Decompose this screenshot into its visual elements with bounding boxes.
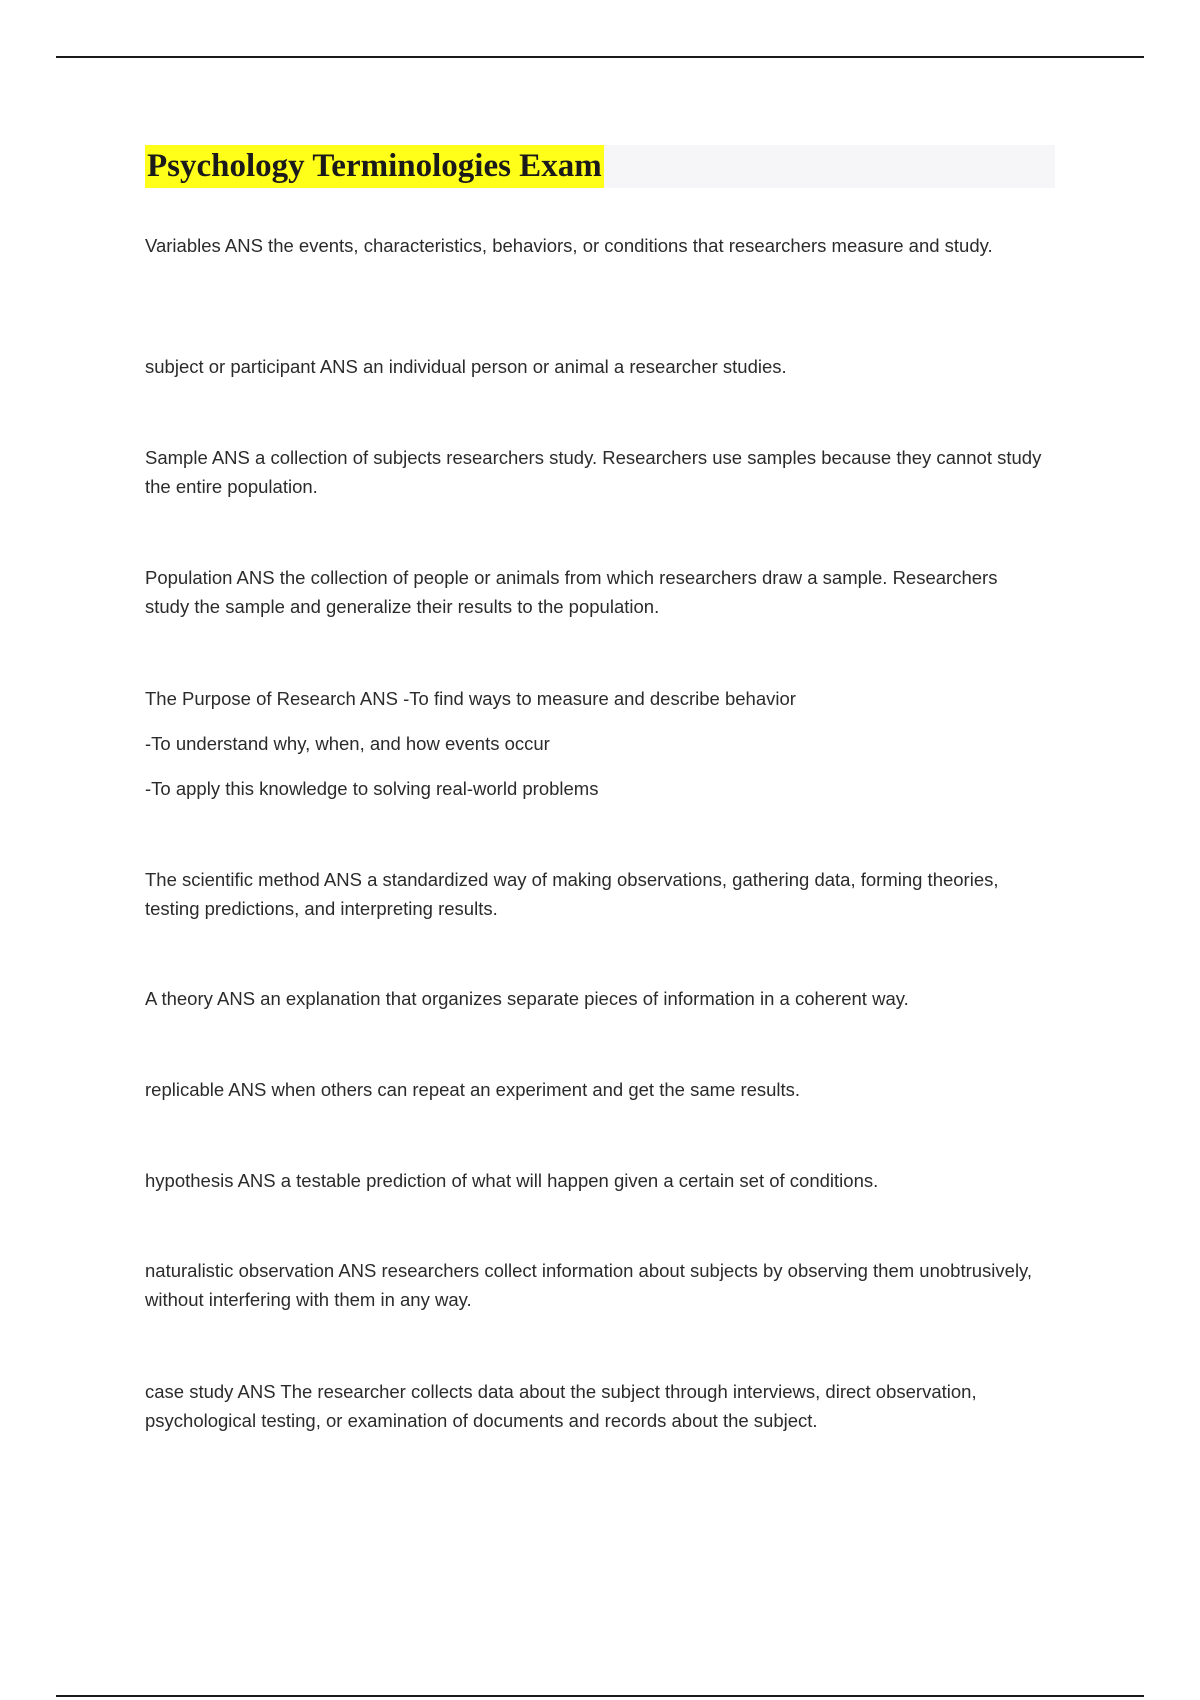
entry-text: naturalistic observation ANS researchers collect information about subjects by observing them unobtrusively, without interfering with them in any way. xyxy=(145,1260,1033,1310)
entry-text: Population ANS the collection of people or animals from which researchers draw a sample. Researchers study the sample and generalize their results to the population. xyxy=(145,567,998,617)
entry-population xyxy=(145,563,1045,621)
entry-variables xyxy=(145,231,1045,260)
entry-text: replicable ANS when others can repeat an experiment and get the same results. xyxy=(145,1079,801,1100)
entry-hypothesis xyxy=(145,1166,1045,1195)
entry-text: Variables ANS the events, characteristics, behaviors, or conditions that researchers measure and study. xyxy=(145,235,993,256)
entry-naturalistic-observation xyxy=(145,1256,1045,1314)
entry-case-study xyxy=(145,1377,1045,1435)
entry-text: subject or participant ANS an individual person or animal a researcher studies. xyxy=(145,356,787,377)
entry-bullet-apply: -To apply this knowledge to solving real-world problems xyxy=(145,778,599,799)
entry-replicable xyxy=(145,1075,1045,1104)
entry-text: A theory ANS an explanation that organizes separate pieces of information in a coherent way. xyxy=(145,988,909,1009)
entry-sample xyxy=(145,443,1045,501)
entry-purpose-of-research xyxy=(145,684,1045,803)
bottom-rule xyxy=(56,1695,1144,1697)
entry-text: Sample ANS a collection of subjects researchers study. Researchers use samples because they cannot study the entire population. xyxy=(145,447,1042,497)
document-title: Psychology Terminologies Exam xyxy=(145,145,604,188)
entry-bullet-understand: -To understand why, when, and how events occur xyxy=(145,733,550,754)
entry-theory xyxy=(145,984,1045,1013)
entry-scientific-method xyxy=(145,865,1045,923)
entry-text: The Purpose of Research ANS -To find ways to measure and describe behavior xyxy=(145,688,796,709)
top-rule xyxy=(56,56,1144,58)
entry-text: hypothesis ANS a testable prediction of what will happen given a certain set of conditions. xyxy=(145,1170,879,1191)
entry-subject-participant xyxy=(145,352,1045,381)
entry-text: case study ANS The researcher collects data about the subject through interviews, direct observation, psychological testing, or examination of documents and records about the subject. xyxy=(145,1381,977,1431)
entry-text: The scientific method ANS a standardized way of making observations, gathering data, forming theories, testing predictions, and interpreting results. xyxy=(145,869,999,919)
